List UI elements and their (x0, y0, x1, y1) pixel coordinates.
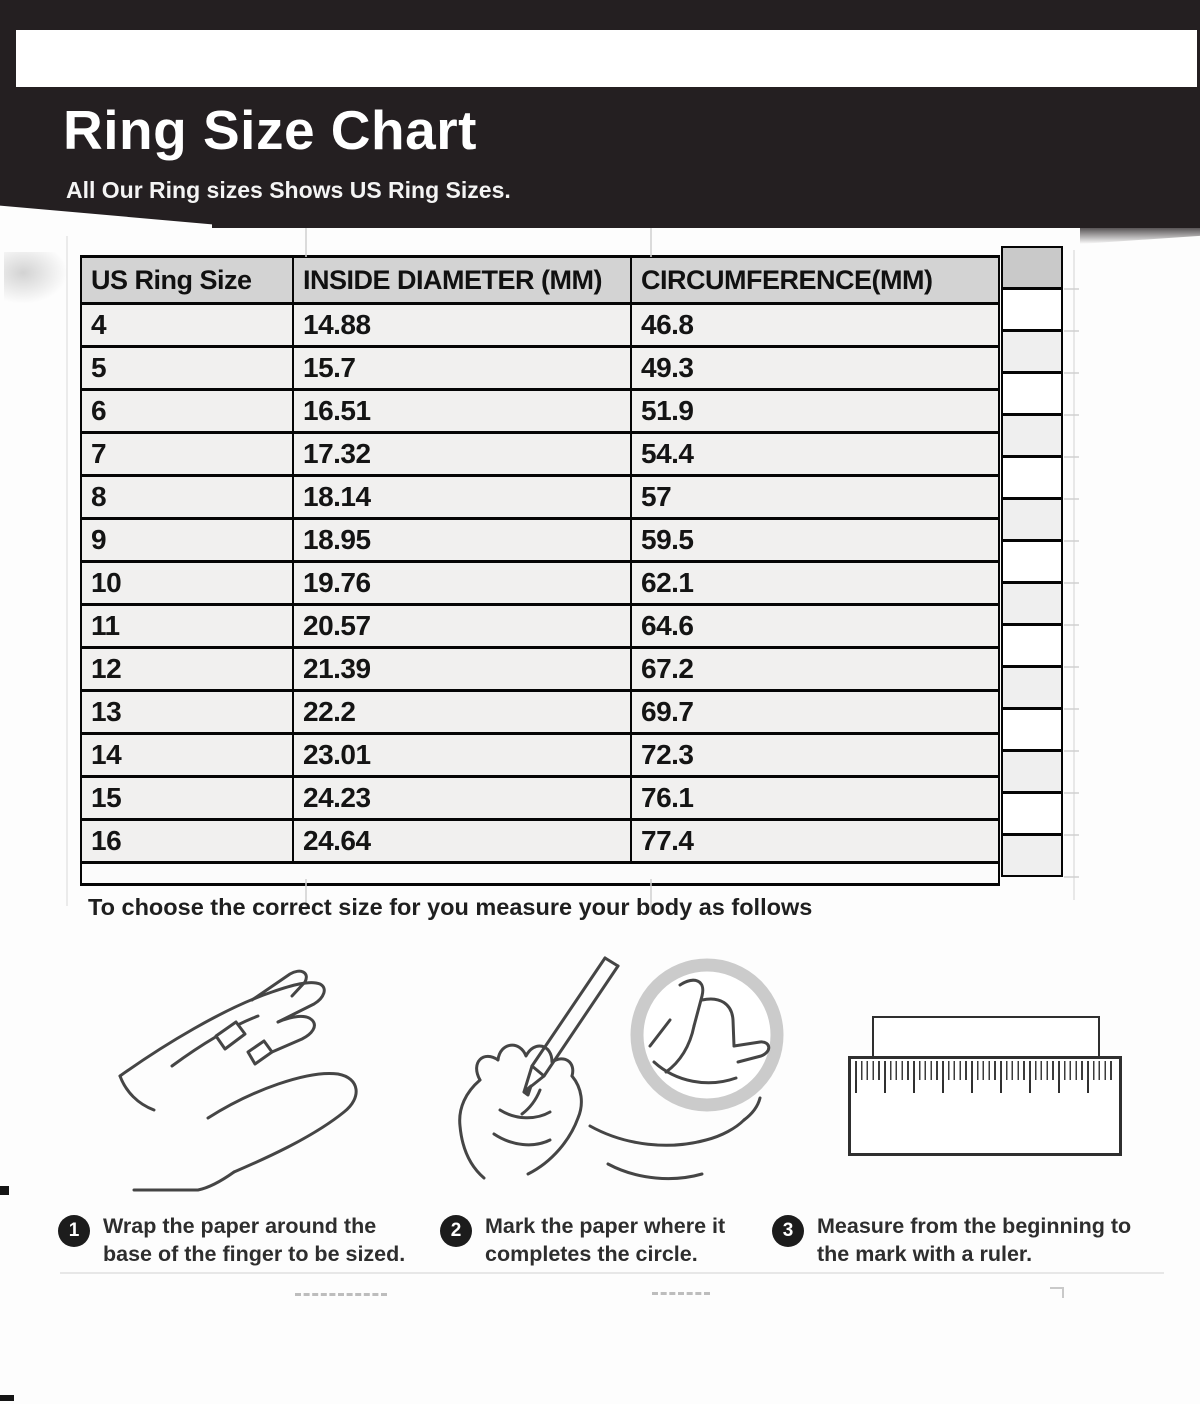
cell-inside-diameter: 16.51 (293, 390, 631, 433)
header-banner (0, 0, 1200, 228)
cell-us-ring-size: 5 (81, 347, 293, 390)
table-header-row (81, 257, 999, 304)
cell-circumference: 46.8 (631, 304, 999, 347)
cell-inside-diameter: 15.7 (293, 347, 631, 390)
gridline-artifact (305, 228, 307, 257)
table-row (81, 562, 999, 605)
page-title: Ring Size Chart (63, 99, 477, 161)
ruler-tick-marks (855, 1061, 1115, 1095)
cell-inside-diameter: 19.76 (293, 562, 631, 605)
cell-inside-diameter: 22.2 (293, 691, 631, 734)
column-header-circumference: CIRCUMFERENCE(MM) (631, 257, 999, 304)
cell-us-ring-size: 12 (81, 648, 293, 691)
column-header-inside-diameter: INSIDE DIAMETER (MM) (293, 257, 631, 304)
scan-edge-artifact (0, 1395, 14, 1401)
cell-inside-diameter: 18.14 (293, 476, 631, 519)
gridline-artifact (650, 228, 652, 257)
table-row (81, 734, 999, 777)
cell-us-ring-size: 7 (81, 433, 293, 476)
ghost-column-artifact (1001, 246, 1063, 877)
step-item (440, 1212, 757, 1269)
page-subtitle: All Our Ring sizes Shows US Ring Sizes. (66, 177, 511, 203)
ring-size-table-wrap (80, 255, 1000, 886)
ruler-icon (848, 1056, 1122, 1156)
column-header-us-ring-size: US Ring Size (81, 257, 293, 304)
cell-circumference: 69.7 (631, 691, 999, 734)
hand-illustration-icon (112, 958, 388, 1198)
table-row (81, 648, 999, 691)
gridline-artifact (66, 236, 68, 906)
cell-us-ring-size: 14 (81, 734, 293, 777)
cell-circumference: 51.9 (631, 390, 999, 433)
measure-instructions-heading: To choose the correct size for you measure your body as follows (88, 894, 813, 920)
step-item (58, 1212, 425, 1269)
cell-inside-diameter: 24.64 (293, 820, 631, 863)
step-item (772, 1212, 1162, 1269)
cell-circumference: 59.5 (631, 519, 999, 562)
cell-circumference: 49.3 (631, 347, 999, 390)
table-row (81, 476, 999, 519)
cell-inside-diameter: 23.01 (293, 734, 631, 777)
scan-dash-artifact (652, 1292, 710, 1295)
cell-circumference: 77.4 (631, 820, 999, 863)
cell-inside-diameter: 24.23 (293, 777, 631, 820)
cell-us-ring-size: 9 (81, 519, 293, 562)
cell-us-ring-size: 4 (81, 304, 293, 347)
table-row (81, 347, 999, 390)
pencil-illustration-icon (440, 950, 790, 1200)
cell-us-ring-size: 13 (81, 691, 293, 734)
table-row (81, 304, 999, 347)
scan-hairline-artifact (60, 1272, 1164, 1274)
ruler-measure-illustration (845, 1008, 1127, 1158)
table-row (81, 433, 999, 476)
cell-us-ring-size: 8 (81, 476, 293, 519)
cell-us-ring-size: 10 (81, 562, 293, 605)
table-row (81, 390, 999, 433)
scan-corner-artifact (1050, 1287, 1064, 1298)
cell-circumference: 67.2 (631, 648, 999, 691)
scan-dash-artifact (295, 1293, 387, 1296)
table-row (81, 691, 999, 734)
table-row (81, 519, 999, 562)
header-fade-artifact (1080, 226, 1200, 244)
step-text: Wrap the paper around the base of the finger to be sized. (103, 1214, 406, 1267)
scan-edge-artifact (0, 1186, 9, 1195)
cell-inside-diameter: 21.39 (293, 648, 631, 691)
hand-paper-wrap-illustration (112, 958, 388, 1198)
cell-inside-diameter: 18.95 (293, 519, 631, 562)
cell-circumference: 76.1 (631, 777, 999, 820)
cell-circumference: 72.3 (631, 734, 999, 777)
cell-circumference: 64.6 (631, 605, 999, 648)
gridline-artifact (1073, 250, 1075, 900)
cell-circumference: 57 (631, 476, 999, 519)
step-text: Measure from the beginning to the mark with a ruler. (817, 1214, 1132, 1267)
table-row (81, 605, 999, 648)
pencil-marking-illustration (440, 950, 790, 1200)
table-row (81, 777, 999, 820)
step-number-badge: 2 (440, 1215, 472, 1247)
table-body (81, 304, 999, 863)
cell-circumference: 54.4 (631, 433, 999, 476)
cell-us-ring-size: 15 (81, 777, 293, 820)
ring-size-table (80, 255, 1000, 886)
cell-us-ring-size: 11 (81, 605, 293, 648)
step-number-badge: 1 (58, 1215, 90, 1247)
cell-inside-diameter: 17.32 (293, 433, 631, 476)
table-row (81, 820, 999, 863)
step-number-badge: 3 (772, 1215, 804, 1247)
cell-inside-diameter: 14.88 (293, 304, 631, 347)
cell-us-ring-size: 16 (81, 820, 293, 863)
header-white-strip (16, 30, 1197, 87)
cell-circumference: 62.1 (631, 562, 999, 605)
empty-row (81, 863, 999, 885)
cell-us-ring-size: 6 (81, 390, 293, 433)
cell-inside-diameter: 20.57 (293, 605, 631, 648)
step-text: Mark the paper where it completes the circle. (485, 1214, 726, 1267)
scan-smudge-artifact (4, 252, 68, 304)
steps-row (58, 1212, 1162, 1269)
